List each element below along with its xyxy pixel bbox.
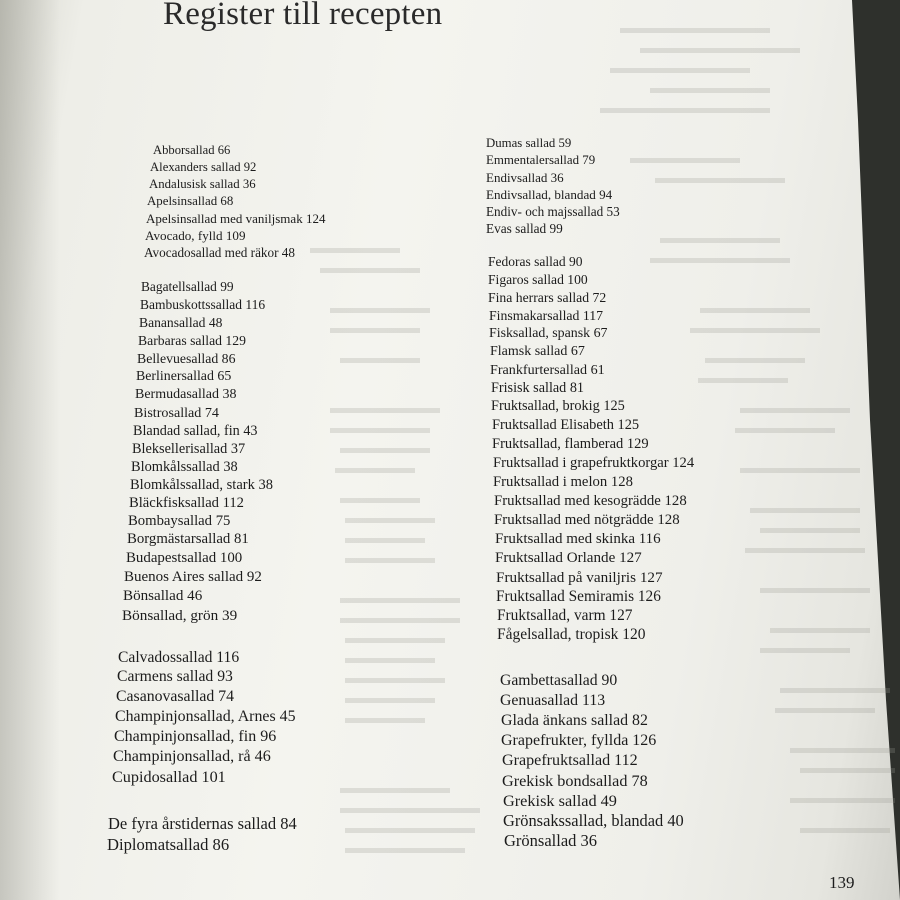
index-entry: Avocadosallad med räkor 48 — [144, 245, 295, 260]
index-entry: Dumas sallad 59 — [486, 136, 572, 150]
index-entry: Budapestsallad 100 — [126, 550, 243, 566]
index-entry: Diplomatsallad 86 — [107, 835, 230, 854]
index-entry: Cupidosallad 101 — [112, 768, 226, 786]
index-entry: Flamsk sallad 67 — [490, 344, 585, 359]
index-entry: Bombaysallad 75 — [128, 513, 231, 529]
index-entry: Blandad sallad, fin 43 — [133, 423, 258, 439]
index-entry: Genuasallad 113 — [500, 692, 606, 709]
index-entry: Bönsallad 46 — [123, 588, 203, 604]
index-entry: Endivsallad, blandad 94 — [486, 187, 613, 202]
index-entry: Champinjonsallad, fin 96 — [114, 728, 277, 745]
index-entry: Endiv- och majssallad 53 — [486, 204, 620, 219]
index-entry: Glada änkans sallad 82 — [501, 712, 648, 729]
index-entry: Grekisk bondsallad 78 — [502, 772, 648, 790]
index-entry: Bambuskottssallad 116 — [140, 297, 266, 312]
index-entry: Blomkålssallad, stark 38 — [130, 477, 273, 493]
index-entry: Barbaras sallad 129 — [138, 333, 246, 348]
index-entry: Bellevuesallad 86 — [137, 351, 236, 366]
index-entry: Fruktsallad i grapefruktkorgar 124 — [493, 455, 695, 471]
index-entry: Berlinersallad 65 — [136, 369, 232, 384]
index-entry: Fruktsallad i melon 128 — [493, 474, 633, 490]
index-entry: Frisisk sallad 81 — [491, 380, 585, 396]
index-entry: Bermudasallad 38 — [135, 387, 237, 402]
index-entry: Fruktsallad med nötgrädde 128 — [494, 512, 680, 528]
index-entry: Bönsallad, grön 39 — [122, 607, 238, 624]
index-entry: Avocado, fylld 109 — [145, 228, 246, 243]
index-entry: Fruktsallad med kesogrädde 128 — [494, 493, 687, 509]
index-entry: Evas sallad 99 — [486, 221, 563, 236]
index-entry: Alexanders sallad 92 — [150, 160, 257, 174]
index-entry: Grönsallad 36 — [504, 831, 598, 850]
page-title: Register till recepten — [163, 0, 443, 32]
index-entry: Borgmästarsallad 81 — [127, 531, 249, 547]
index-entry: Carmens sallad 93 — [117, 668, 233, 685]
page-fold-shadow — [0, 0, 60, 900]
index-entry: Fruktsallad med skinka 116 — [495, 531, 661, 547]
index-entry: Frankfurtersallad 61 — [490, 362, 605, 378]
index-entry: Endivsallad 36 — [486, 170, 564, 185]
index-entry: Bistrosallad 74 — [134, 405, 219, 421]
index-entry: Champinjonsallad, Arnes 45 — [115, 708, 296, 725]
index-entry: Grapefruktsallad 112 — [502, 752, 638, 769]
index-entry: Fruktsallad Orlande 127 — [495, 550, 642, 566]
index-entry: Apelsinsallad med vaniljsmak 124 — [146, 211, 326, 226]
index-entry: Fruktsallad, varm 127 — [497, 607, 633, 624]
index-entry: Andalusisk sallad 36 — [149, 177, 256, 191]
index-entry: Apelsinsallad 68 — [147, 194, 234, 208]
index-entry: Fedoras sallad 90 — [488, 254, 583, 269]
index-entry: Casanovasallad 74 — [116, 688, 235, 705]
index-entry: Emmentalersallad 79 — [486, 153, 596, 167]
index-entry: Buenos Aires sallad 92 — [124, 569, 262, 585]
index-entry: Banansallad 48 — [139, 315, 223, 330]
index-entry: Fruktsallad, brokig 125 — [491, 398, 625, 414]
index-entry: Abborsallad 66 — [153, 143, 231, 157]
index-entry: Champinjonsallad, rå 46 — [113, 748, 271, 765]
index-entry: Fågelsallad, tropisk 120 — [497, 626, 646, 643]
index-entry: Grapefrukter, fyllda 126 — [501, 732, 657, 749]
index-entry: Finsmakarsallad 117 — [489, 308, 604, 323]
index-entry: Bleksellerisallad 37 — [132, 441, 246, 457]
page-number: 139 — [829, 873, 855, 892]
index-entry: Fruktsallad Semiramis 126 — [496, 588, 661, 605]
index-entry: Calvadossallad 116 — [118, 649, 240, 666]
index-entry: Fina herrars sallad 72 — [488, 290, 607, 305]
index-entry: Blomkålssallad 38 — [131, 459, 238, 475]
index-entry: Grönsakssallad, blandad 40 — [503, 811, 684, 830]
index-entry: Fruktsallad, flamberad 129 — [492, 436, 649, 452]
index-entry: Fisksallad, spansk 67 — [489, 326, 608, 341]
index-entry: De fyra årstidernas sallad 84 — [108, 814, 297, 833]
index-entry: Fruktsallad Elisabeth 125 — [492, 417, 640, 433]
index-entry: Bagatellsallad 99 — [141, 279, 234, 294]
index-entry: Gambettasallad 90 — [500, 672, 618, 689]
index-entry: Bläckfisksallad 112 — [129, 495, 244, 511]
index-entry: Figaros sallad 100 — [488, 272, 588, 287]
index-entry: Fruktsallad på vaniljris 127 — [496, 569, 663, 586]
index-entry: Grekisk sallad 49 — [503, 791, 617, 810]
